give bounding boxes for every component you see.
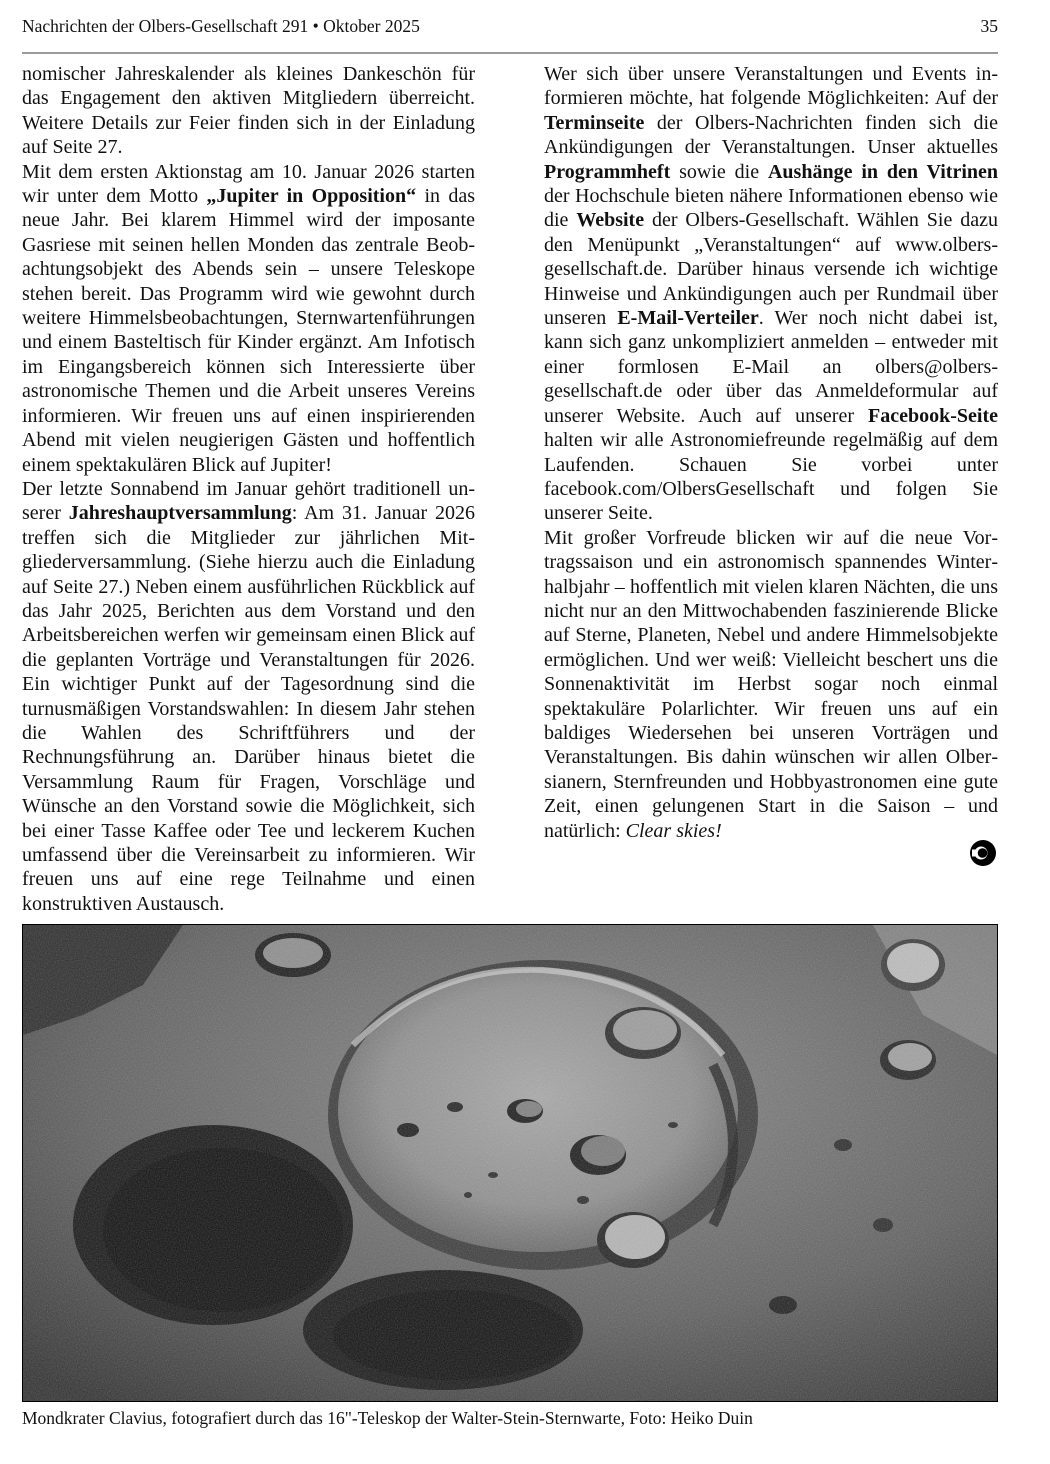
running-head	[22, 16, 420, 37]
paragraph-text: Der letzte Sonnabend im Januar gehört traditionell unserer	[22, 477, 475, 525]
paragraph-text: Wer sich über unsere Veranstaltungen und Events informieren möchte, hat folgende Möglichkeiten: Auf der	[544, 63, 998, 110]
paragraph-text: nomischer Jahreskalender als kleines Dankeschön für das Engagement den aktiven Mitgliedern überreicht. Weitere Details zur Feier finden sich in der Einladung auf Seite 27.	[22, 63, 475, 159]
paragraph-text: der Olbers-Nachrichten finden sich die Ankündigungen der Veranstaltungen. Unser aktuelles	[544, 111, 998, 159]
programmheft-highlight: Programmheft	[544, 160, 671, 183]
paragraph-text: in das neue Jahr. Bei klarem Himmel wird der imposante Gasriese mit seinen hellen Monden das zentrale Beobachtungsobjekt des Abends sein – unsere Teleskope stehen bereit. Das Programm wird wie gewohnt durch weitere Himmelsbeobachtungen, Sternwartenführungen und einem Basteltisch für Kinder ergänzt. Am Infotisch im Eingangsbereich können sich Interessierte über astronomische Themen und die Arbeit unseres Vereins informieren. Wir freuen uns auf einen inspirierenden Abend mit vielen neugierigen Gästen und hoffentlich einem spektakulären Blick auf Jupiter!	[22, 185, 475, 476]
olbers-logo-icon	[969, 839, 997, 867]
page-header	[22, 16, 998, 42]
facebook-highlight: Facebook-Seite	[868, 404, 998, 427]
moon-crater-photo	[22, 924, 998, 1402]
header-rule	[22, 52, 998, 54]
paragraph-text: sowie die	[670, 160, 768, 183]
meeting-highlight: Jahreshauptversammlung	[68, 502, 292, 525]
paragraph-information	[544, 62, 998, 526]
paragraph-text: Mit großer Vorfreude blicken wir auf die neue Vortragssaison und ein astronomisch spannendes Winterhalbjahr – hoffentlich mit vielen klaren Nächten, die uns nicht nur an den Mittwochabenden faszinierende Blicke auf Sterne, Planeten, Nebel und andere Himmelsobjekte ermöglichen. Und wer weiß: Vielleicht beschert uns die Sonnenaktivität im Herbst sogar noch einmal spektakuläre Polarlichter. Wir freuen uns auf ein baldiges Wiedersehen bei unseren Vorträgen und Veranstaltungen. Bis dahin wünschen wir allen Olbersianern, Sternfreunden und Hobbyastronomen eine gute Zeit, einen gelungenen Start in die Saison – und natürlich:	[544, 526, 998, 842]
paragraph-celebration	[22, 62, 475, 160]
bullet-separator: •	[312, 16, 319, 36]
website-highlight: Website	[576, 209, 645, 232]
clear-skies-italic: Clear skies!	[625, 819, 722, 842]
publication-title: Nachrichten der Olbers-Gesellschaft 291	[22, 16, 309, 36]
paragraph-outlook	[544, 526, 998, 843]
paragraph-text: : Am 31. Januar 2026 treffen sich die Mitglieder zur jährlichen Mitgliederversammlung. (Siehe hierzu auch die Einladung auf Seite 27.) Neben einem ausführlichen Rückblick auf das Jahr 2025, Berichten aus dem Vorstand und den Arbeitsbereichen werfen wir gemeinsam einen Blick auf die geplanten Vorträge und Veranstaltungen für 2026. Ein wichtiger Punkt auf der Tagesordnung sind die turnusmäßigen Vorstandswahlen: In diesem Jahr stehen die Wahlen des Schriftführers und der Rechnungsführung an. Darüber hinaus bietet die Versammlung Raum für Fragen, Vorschläge und Wünsche an den Vorstand sowie die Möglichkeit, sich bei einer Tasse Kaffee oder Tee und leckerem Kuchen umfassend über die Vereinsarbeit zu informieren. Wir freuen uns auf eine rege Teilnahme und einen konstruktiven Austausch.	[22, 502, 476, 915]
crater-clavius-image	[23, 925, 997, 1401]
paragraph-text: halten wir alle Astronomiefreunde regelmäßig auf dem Laufenden. Schauen Sie vorbei unter facebook.com/OlbersGesellschaft und folgen Sie unserer Seite.	[544, 429, 998, 525]
paragraph-text: . Wer noch nicht dabei ist, kann sich ganz unkompliziert anmelden – entweder mit einer formlosen E-Mail an olbers@olbers-gesellschaft.de oder über das Anmeldeformular auf unserer Website. Auch auf unserer	[544, 307, 998, 427]
email-verteiler-highlight: E-Mail-Verteiler	[617, 307, 759, 330]
issue-date: Oktober 2025	[323, 16, 420, 36]
vitrinen-highlight: Aushänge in den Vitrinen	[767, 160, 999, 183]
motto-highlight: „Jupiter in Opposition“	[206, 185, 417, 208]
paragraph-jupiter	[22, 160, 475, 477]
page-number: 35	[980, 16, 998, 36]
right-column	[544, 62, 998, 843]
terminseite-highlight: Terminseite	[544, 111, 645, 134]
paragraph-text: der Olbers-Gesellschaft. Wählen Sie dazu den Menüpunkt „Veranstaltungen“ auf www.olbers-gesellschaft.de. Darüber hinaus versende ich wichtige Hinweise und Ankündigungen auch per Rundmail über unseren	[544, 209, 998, 330]
photo-caption: Mondkrater Clavius, fotografiert durch das 16"-Teleskop der Walter-Stein-Sternwarte, Foto: Heiko Duin	[22, 1408, 753, 1428]
paragraph-text: der Hochschule bieten nähere Informationen ebenso wie die	[544, 185, 998, 232]
left-column	[22, 62, 475, 916]
paragraph-text: Mit dem ersten Aktionstag am 10. Januar 2026 starten wir unter dem Motto	[22, 160, 475, 208]
paragraph-annual-meeting	[22, 477, 475, 916]
